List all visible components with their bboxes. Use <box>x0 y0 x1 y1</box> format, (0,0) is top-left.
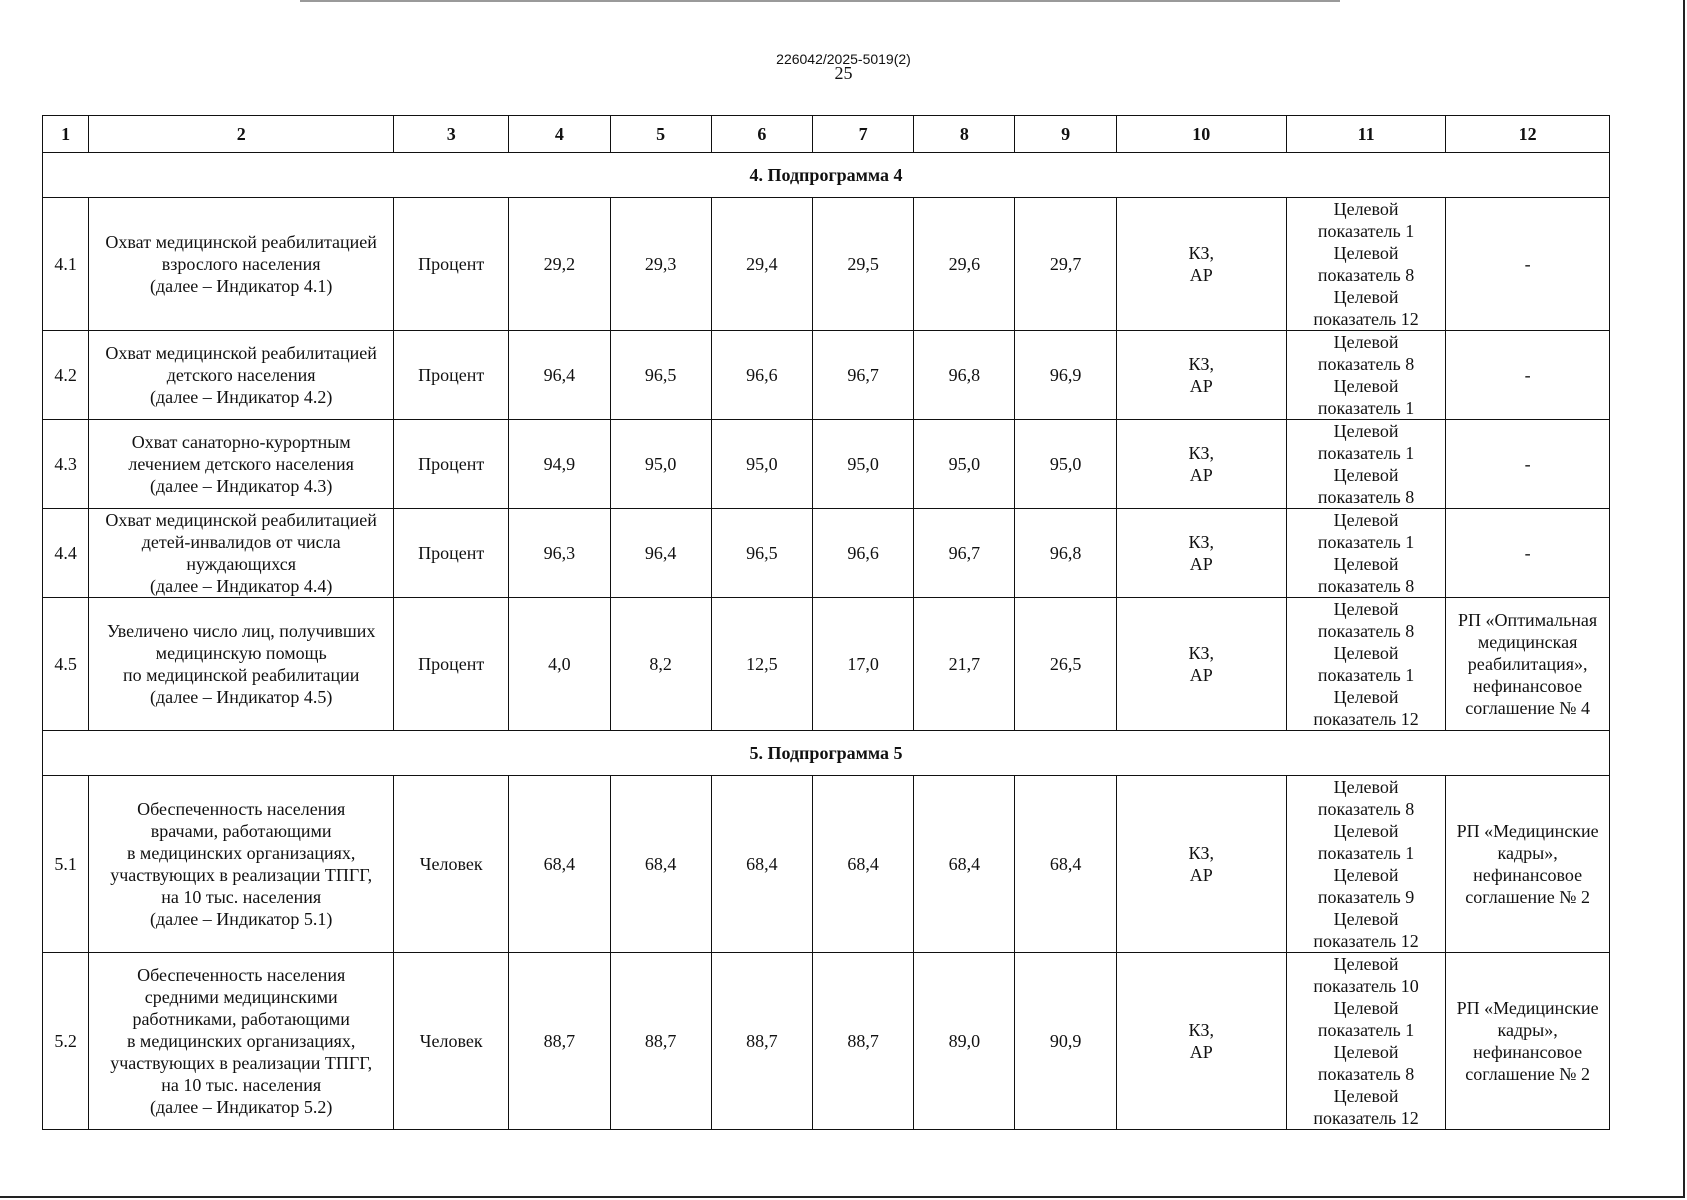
cell-line: КЗ, <box>1188 843 1215 863</box>
cell-line: показатель 8 <box>1317 1064 1415 1084</box>
cell-line: средними медицинскими <box>144 987 338 1007</box>
cell-line: показатель 10 <box>1313 976 1419 996</box>
value-cell: 96,7 <box>914 509 1015 598</box>
value-cell: 29,7 <box>1015 198 1116 331</box>
cell-line: Целевой <box>1333 376 1399 396</box>
row-number: 4.2 <box>43 331 89 420</box>
cell-line: нефинансовое <box>1473 676 1583 696</box>
value-cell: 68,4 <box>1015 776 1116 953</box>
cell-line: медицинская <box>1477 632 1578 652</box>
cell-line: показатель 1 <box>1317 532 1415 552</box>
cell-line: - <box>1524 543 1531 563</box>
cell-line: Целевой <box>1333 243 1399 263</box>
value-cell: 96,4 <box>509 331 610 420</box>
cell-line: КЗ, <box>1188 354 1215 374</box>
document-stamp: 226042/2025-5019(2) <box>776 51 911 67</box>
column-header: 10 <box>1116 116 1286 153</box>
value-cell: 96,4 <box>610 509 711 598</box>
top-scan-line <box>300 0 1340 2</box>
row-number: 5.1 <box>43 776 89 953</box>
target-indicators-cell <box>1286 198 1445 331</box>
cell-line: нефинансовое <box>1473 865 1583 885</box>
value-cell: 90,9 <box>1015 953 1116 1130</box>
column-header: 9 <box>1015 116 1116 153</box>
indicator-name <box>89 598 394 731</box>
responsible-cell <box>1116 331 1286 420</box>
unit-cell: Процент <box>394 598 509 731</box>
value-cell: 26,5 <box>1015 598 1116 731</box>
unit-cell: Процент <box>394 509 509 598</box>
cell-line: - <box>1524 365 1531 385</box>
responsible-cell <box>1116 776 1286 953</box>
value-cell: 96,3 <box>509 509 610 598</box>
value-cell: 96,5 <box>610 331 711 420</box>
table-row <box>43 598 1610 731</box>
cell-line: показатель 8 <box>1317 576 1415 596</box>
column-header: 4 <box>509 116 610 153</box>
value-cell: 17,0 <box>813 598 914 731</box>
cell-line: Целевой <box>1333 332 1399 352</box>
value-cell: 21,7 <box>914 598 1015 731</box>
row-number: 4.3 <box>43 420 89 509</box>
cell-line: АР <box>1189 376 1213 396</box>
table-row <box>43 509 1610 598</box>
row-number: 4.5 <box>43 598 89 731</box>
table-row <box>43 420 1610 509</box>
row-number: 5.2 <box>43 953 89 1130</box>
header-row <box>43 116 1610 153</box>
cell-line: Обеспеченность населения <box>137 799 346 819</box>
cell-line: работниками, работающими <box>132 1009 350 1029</box>
column-header: 8 <box>914 116 1015 153</box>
cell-line: Целевой <box>1333 287 1399 307</box>
cell-line: Целевой <box>1333 199 1399 219</box>
cell-line: лечением детского населения <box>128 454 354 474</box>
cell-line: показатель 9 <box>1317 887 1415 907</box>
value-cell: 94,9 <box>509 420 610 509</box>
cell-line: (далее – Индикатор 4.3) <box>150 476 333 496</box>
value-cell: 4,0 <box>509 598 610 731</box>
value-cell: 88,7 <box>711 953 812 1130</box>
cell-line: КЗ, <box>1188 643 1215 663</box>
cell-line: (далее – Индикатор 4.5) <box>150 687 333 707</box>
value-cell: 95,0 <box>914 420 1015 509</box>
responsible-cell <box>1116 598 1286 731</box>
indicator-name <box>89 776 394 953</box>
indicators-table <box>42 115 1610 1130</box>
value-cell: 29,6 <box>914 198 1015 331</box>
cell-line: показатель 8 <box>1317 621 1415 641</box>
unit-cell: Процент <box>394 420 509 509</box>
target-indicators-cell <box>1286 509 1445 598</box>
project-link-cell <box>1446 598 1610 731</box>
cell-line: Охват медицинской реабилитацией <box>105 232 377 252</box>
indicator-name <box>89 331 394 420</box>
cell-line: АР <box>1189 265 1213 285</box>
indicator-name <box>89 509 394 598</box>
value-cell: 68,4 <box>711 776 812 953</box>
cell-line: Целевой <box>1333 510 1399 530</box>
value-cell: 8,2 <box>610 598 711 731</box>
value-cell: 96,6 <box>813 509 914 598</box>
unit-cell: Человек <box>394 953 509 1130</box>
cell-line: показатель 1 <box>1317 221 1415 241</box>
column-header: 12 <box>1446 116 1610 153</box>
target-indicators-cell <box>1286 420 1445 509</box>
column-header: 6 <box>711 116 812 153</box>
target-indicators-cell <box>1286 331 1445 420</box>
cell-line: показатель 12 <box>1313 1108 1419 1128</box>
cell-line: врачами, работающими <box>150 821 332 841</box>
cell-line: Целевой <box>1333 1042 1399 1062</box>
value-cell: 96,8 <box>914 331 1015 420</box>
section-row <box>43 153 1610 198</box>
cell-line: (далее – Индикатор 5.2) <box>150 1097 333 1117</box>
value-cell: 96,5 <box>711 509 812 598</box>
cell-line: показатель 1 <box>1317 443 1415 463</box>
cell-line: Охват медицинской реабилитацией <box>105 343 377 363</box>
value-cell: 29,5 <box>813 198 914 331</box>
indicator-name <box>89 198 394 331</box>
value-cell: 68,4 <box>914 776 1015 953</box>
cell-line: Целевой <box>1333 998 1399 1018</box>
project-link-cell <box>1446 776 1610 953</box>
cell-line: участвующих в реализации ТПГГ, <box>110 865 373 885</box>
indicator-name <box>89 953 394 1130</box>
cell-line: РП «Медицинские <box>1456 998 1599 1018</box>
cell-line: участвующих в реализации ТПГГ, <box>110 1053 373 1073</box>
responsible-cell <box>1116 198 1286 331</box>
responsible-cell <box>1116 509 1286 598</box>
cell-line: АР <box>1189 554 1213 574</box>
value-cell: 12,5 <box>711 598 812 731</box>
cell-line: РП «Оптимальная <box>1458 610 1598 630</box>
cell-line: соглашение № 2 <box>1465 1064 1590 1084</box>
cell-line: Увеличено число лиц, получивших <box>107 621 376 641</box>
cell-line: на 10 тыс. населения <box>161 1075 322 1095</box>
value-cell: 95,0 <box>711 420 812 509</box>
cell-line: КЗ, <box>1188 1020 1215 1040</box>
table-row <box>43 776 1610 953</box>
row-number: 4.1 <box>43 198 89 331</box>
cell-line: Целевой <box>1333 554 1399 574</box>
cell-line: АР <box>1189 1042 1213 1062</box>
cell-line: показатель 12 <box>1313 709 1419 729</box>
cell-line: Целевой <box>1333 687 1399 707</box>
cell-line: Целевой <box>1333 821 1399 841</box>
project-link-cell <box>1446 509 1610 598</box>
value-cell: 29,4 <box>711 198 812 331</box>
cell-line: АР <box>1189 665 1213 685</box>
target-indicators-cell <box>1286 776 1445 953</box>
cell-line: в медицинских организациях, <box>126 843 356 863</box>
value-cell: 88,7 <box>509 953 610 1130</box>
cell-line: детей-инвалидов от числа <box>141 532 341 552</box>
project-link-cell <box>1446 198 1610 331</box>
project-link-cell <box>1446 331 1610 420</box>
cell-line: Целевой <box>1333 643 1399 663</box>
unit-cell: Процент <box>394 331 509 420</box>
target-indicators-cell <box>1286 598 1445 731</box>
value-cell: 95,0 <box>813 420 914 509</box>
cell-line: показатель 1 <box>1317 665 1415 685</box>
value-cell: 96,7 <box>813 331 914 420</box>
value-cell: 95,0 <box>610 420 711 509</box>
cell-line: АР <box>1189 865 1213 885</box>
cell-line: показатель 1 <box>1317 1020 1415 1040</box>
value-cell: 89,0 <box>914 953 1015 1130</box>
section-title: 5. Подпрограмма 5 <box>43 731 1610 776</box>
column-header: 11 <box>1286 116 1445 153</box>
responsible-cell <box>1116 420 1286 509</box>
column-header: 1 <box>43 116 89 153</box>
responsible-cell <box>1116 953 1286 1130</box>
cell-line: (далее – Индикатор 5.1) <box>150 909 333 929</box>
cell-line: в медицинских организациях, <box>126 1031 356 1051</box>
cell-line: Охват санаторно-курортным <box>131 432 351 452</box>
cell-line: Целевой <box>1333 421 1399 441</box>
cell-line: КЗ, <box>1188 243 1215 263</box>
cell-line: Обеспеченность населения <box>137 965 346 985</box>
value-cell: 29,3 <box>610 198 711 331</box>
cell-line: показатель 8 <box>1317 487 1415 507</box>
value-cell: 68,4 <box>813 776 914 953</box>
cell-line: (далее – Индикатор 4.4) <box>150 576 333 596</box>
cell-line: реабилитация», <box>1467 654 1588 674</box>
cell-line: РП «Медицинские <box>1456 821 1599 841</box>
project-link-cell <box>1446 953 1610 1130</box>
target-indicators-cell <box>1286 953 1445 1130</box>
value-cell: 96,9 <box>1015 331 1116 420</box>
cell-line: показатель 12 <box>1313 309 1419 329</box>
column-header: 5 <box>610 116 711 153</box>
cell-line: детского населения <box>166 365 316 385</box>
cell-line: показатель 12 <box>1313 931 1419 951</box>
value-cell: 88,7 <box>610 953 711 1130</box>
cell-line: Целевой <box>1333 1086 1399 1106</box>
cell-line: соглашение № 2 <box>1465 887 1590 907</box>
value-cell: 68,4 <box>509 776 610 953</box>
cell-line: - <box>1524 254 1531 274</box>
cell-line: нефинансовое <box>1473 1042 1583 1062</box>
cell-line: кадры», <box>1497 843 1558 863</box>
cell-line: Охват медицинской реабилитацией <box>105 510 377 530</box>
cell-line: Целевой <box>1333 909 1399 929</box>
value-cell: 88,7 <box>813 953 914 1130</box>
table-row <box>43 953 1610 1130</box>
page-number: 25 <box>834 63 853 83</box>
cell-line: на 10 тыс. населения <box>161 887 322 907</box>
cell-line: Целевой <box>1333 954 1399 974</box>
value-cell: 96,6 <box>711 331 812 420</box>
column-header: 2 <box>89 116 394 153</box>
table-row <box>43 198 1610 331</box>
cell-line: КЗ, <box>1188 532 1215 552</box>
cell-line: Целевой <box>1333 465 1399 485</box>
cell-line: Целевой <box>1333 599 1399 619</box>
cell-line: Целевой <box>1333 865 1399 885</box>
unit-cell: Человек <box>394 776 509 953</box>
table-row <box>43 331 1610 420</box>
indicator-name <box>89 420 394 509</box>
row-number: 4.4 <box>43 509 89 598</box>
section-title: 4. Подпрограмма 4 <box>43 153 1610 198</box>
cell-line: Целевой <box>1333 777 1399 797</box>
cell-line: - <box>1524 454 1531 474</box>
column-header: 7 <box>813 116 914 153</box>
unit-cell: Процент <box>394 198 509 331</box>
cell-line: (далее – Индикатор 4.1) <box>150 276 333 296</box>
value-cell: 95,0 <box>1015 420 1116 509</box>
cell-line: медицинскую помощь <box>155 643 327 663</box>
cell-line: показатель 1 <box>1317 398 1415 418</box>
cell-line: показатель 8 <box>1317 265 1415 285</box>
cell-line: нуждающихся <box>186 554 297 574</box>
cell-line: АР <box>1189 465 1213 485</box>
project-link-cell <box>1446 420 1610 509</box>
cell-line: соглашение № 4 <box>1465 698 1590 718</box>
section-row <box>43 731 1610 776</box>
cell-line: по медицинской реабилитации <box>122 665 360 685</box>
cell-line: показатель 8 <box>1317 354 1415 374</box>
cell-line: КЗ, <box>1188 443 1215 463</box>
value-cell: 29,2 <box>509 198 610 331</box>
cell-line: показатель 1 <box>1317 843 1415 863</box>
value-cell: 68,4 <box>610 776 711 953</box>
column-header: 3 <box>394 116 509 153</box>
cell-line: кадры», <box>1497 1020 1558 1040</box>
cell-line: взрослого населения <box>161 254 321 274</box>
cell-line: показатель 8 <box>1317 799 1415 819</box>
value-cell: 96,8 <box>1015 509 1116 598</box>
cell-line: (далее – Индикатор 4.2) <box>150 387 333 407</box>
